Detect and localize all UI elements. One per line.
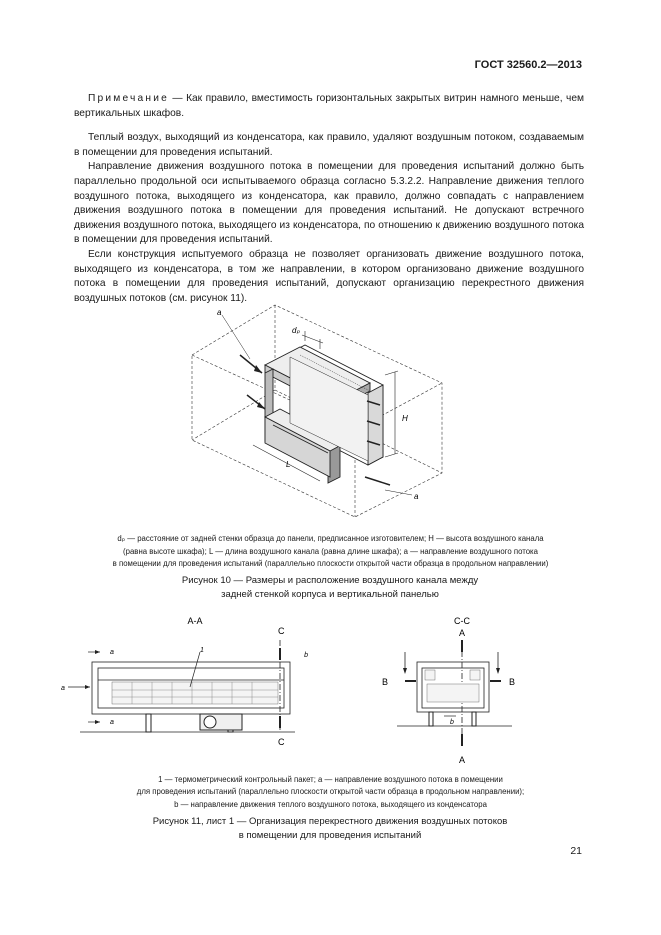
caption-line: Рисунок 11, лист 1 — Организация перекрестного движения воздушных потоков: [152, 816, 508, 827]
paragraph-1: Теплый воздух, выходящий из конденсатора, как правило, удаляют воздушным потоком, создаваемым в помещении для проведения испытаний.: [74, 132, 584, 158]
note-paragraph: [74, 92, 584, 121]
standard-number: ГОСТ 32560.2—2013: [474, 59, 582, 71]
label-b1: b: [304, 652, 308, 659]
label-num1: 1: [200, 647, 204, 654]
figure-11-legend: [84, 774, 577, 811]
note-label: Примечание: [88, 93, 169, 104]
caption-line: в помещении для проведения испытаний: [238, 829, 422, 841]
label-a1: a: [110, 649, 114, 656]
label-dp: dₚ: [292, 326, 300, 335]
legend-line: dₚ — расстояние от задней стенки образца до панели, предписанное изготовителем; H — высота воздушного канала: [117, 534, 544, 543]
legend-line: для проведения испытаний (параллельно плоскости открытой части образца в продольном направлении);: [136, 787, 525, 797]
section-cc-title: C-C: [454, 616, 470, 626]
legend-line: 1 — термометрический контрольный пакет; a — направление воздушного потока в помещении: [158, 775, 503, 784]
page-number: 21: [570, 845, 582, 857]
label-a2: a: [61, 685, 65, 692]
label-a3: a: [110, 719, 114, 726]
label-b2: b: [450, 719, 454, 726]
legend-line: (равна высоте шкафа); L — длина воздушного канала (равна длине шкафа); a — направление воздушного потока: [123, 546, 538, 556]
label-c-bottom: C: [278, 737, 285, 747]
figure-10-caption: [80, 574, 580, 601]
paragraph-3: Если конструкция испытуемого образца не позволяет организовать движение воздушного потока, выходящего из конденсатора, в том же направлении, в котором организовано движение воздушного потока в помещении для проведения испытаний, допускают организацию перекрестного движения воздушных потоков (см. рисунок 11).: [74, 248, 584, 304]
label-a-bottom: a: [414, 492, 419, 501]
label-A-top: A: [458, 628, 466, 638]
label-a-top: a: [217, 308, 222, 317]
legend-line: в помещении для проведения испытаний (параллельно плоскости открытой части образца в продольном направлении): [112, 559, 549, 568]
main-text: [74, 92, 584, 306]
figure-11-caption: [80, 815, 580, 842]
figure-10-legend: [64, 533, 597, 571]
label-c-top: C: [278, 626, 285, 636]
paragraph-2: Направление движения воздушного потока в помещении для проведения испытаний должно быть параллельно продольной оси испытываемого образца согласно 5.3.2.2. Направление движения теплого воздушного потока, выходящего из конденсатора, как правило, должно совпадать с направлением движения воздушного потока в помещении для проведения испытаний. Не допускают встречного движения воздушного потока, выходящего из конденсатора, по отношению к движению воздушного потока в помещении для проведения испытаний.: [74, 161, 584, 246]
label-H: H: [402, 414, 408, 423]
section-aa-title: A-A: [187, 616, 203, 626]
label-B-left: B: [382, 677, 389, 687]
figure-11-section-aa: [60, 612, 310, 747]
label-L: L: [286, 460, 291, 469]
caption-line: задней стенкой корпуса и вертикальной панелью: [221, 588, 439, 600]
figure-10-drawing: [180, 295, 460, 520]
caption-line: Рисунок 10 — Размеры и расположение воздушного канала между: [181, 575, 479, 586]
label-B-right: B: [509, 677, 516, 687]
label-A-bottom: A: [458, 755, 466, 765]
note-text: — Как правило, вместимость горизонтальных закрытых витрин намного меньше, чем вертикальных шкафов.: [74, 93, 584, 119]
figure-11-section-cc: [372, 612, 532, 767]
legend-line: b — направление движения теплого воздушного потока, выходящего из конденсатора: [174, 799, 487, 809]
